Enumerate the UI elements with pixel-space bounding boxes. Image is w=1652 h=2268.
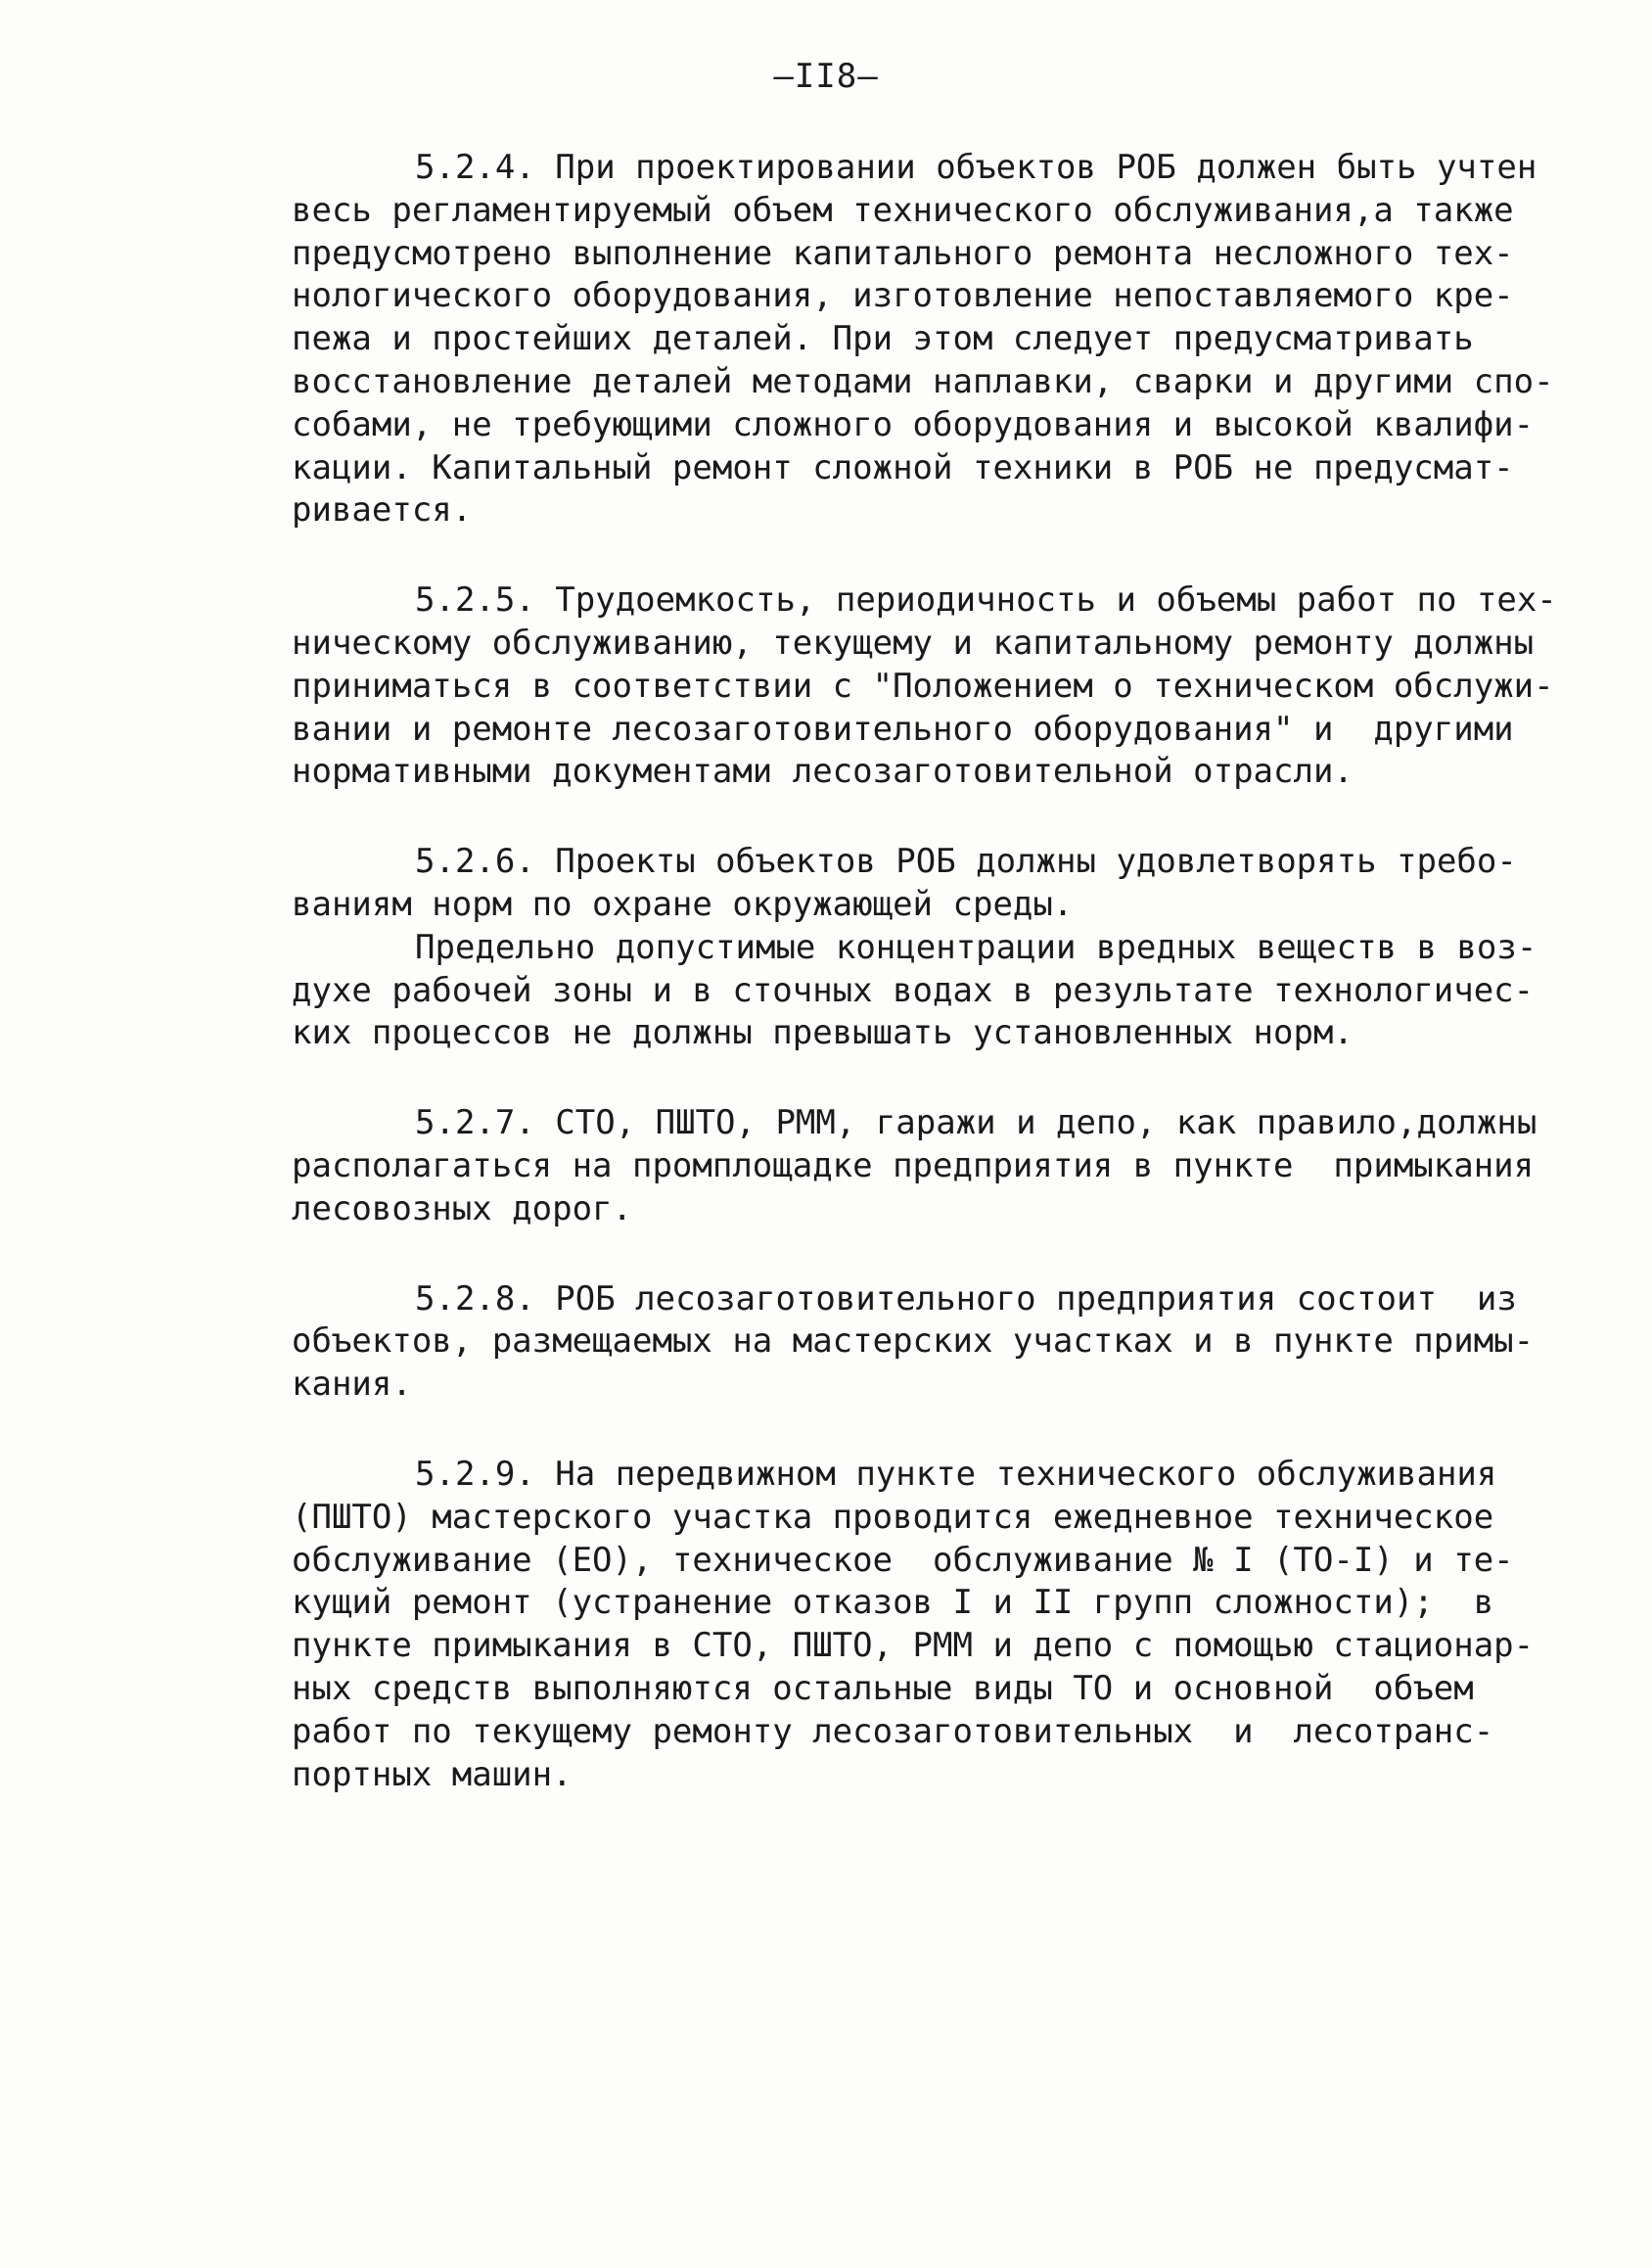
text-line: ных средств выполняются остальные виды ТО и основной объем [292, 1668, 1474, 1708]
document-body [292, 147, 1593, 1843]
section-5-2-8 [292, 1278, 1593, 1407]
text-line: весь регламентируемый объем технического обслуживания,а также [292, 190, 1514, 230]
text-line: 5.2.5. Трудоемкость, периодичность и объемы работ по тех- [415, 580, 1557, 621]
text-line: Предельно допустимые концентрации вредных веществ в воз- [415, 927, 1537, 967]
section-5-2-6 [292, 841, 1593, 1055]
section-5-2-5 [292, 579, 1593, 794]
section-5-2-9 [292, 1454, 1593, 1796]
text-line: ваниям норм по охране окружающей среды. [292, 884, 1074, 924]
text-line: нологического оборудования, изготовление непоставляемого кре- [292, 276, 1514, 316]
text-line: лесовозных дорог. [292, 1188, 632, 1228]
text-line: духе рабочей зоны и в сточных водах в результате технологичес- [292, 970, 1535, 1010]
text-line: обслуживание (ЕО), техническое обслуживание № I (ТО-I) и те- [292, 1540, 1514, 1580]
text-line: ническому обслуживанию, текущему и капитальному ремонту должны [292, 623, 1535, 663]
text-line: собами, не требующими сложного оборудования и высокой квалифи- [292, 404, 1535, 444]
text-line: приниматься в соответствии с "Положением о техническом обслужи- [292, 666, 1554, 706]
text-line: пункте примыкания в СТО, ПШТО, РММ и депо с помощью стационар- [292, 1626, 1535, 1666]
text-line: 5.2.7. СТО, ПШТО, РММ, гаражи и депо, как правило,должны [415, 1103, 1537, 1143]
text-line: вании и ремонте лесозаготовительного оборудования" и другими [292, 709, 1514, 749]
text-line: 5.2.6. Проекты объектов РОБ должны удовлетворять требо- [415, 842, 1517, 882]
text-line: располагаться на промплощадке предприятия в пункте примыкания [292, 1145, 1535, 1185]
text-line: работ по текущему ремонту лесозаготовительных и лесотранс- [292, 1711, 1494, 1751]
text-line: кации. Капитальный ремонт сложной техники в РОБ не предусмат- [292, 447, 1514, 487]
text-line: портных машин. [292, 1754, 573, 1794]
text-line: пежа и простейших деталей. При этом следует предусматривать [292, 319, 1474, 359]
text-line: предусмотрено выполнение капитального ремонта несложного тех- [292, 233, 1514, 273]
text-line: (ПШТО) мастерского участка проводится ежедневное техническое [292, 1497, 1494, 1537]
text-line: кания. [292, 1365, 412, 1405]
text-line: кущий ремонт (устранение отказов I и II групп сложности); в [292, 1583, 1494, 1623]
text-line: восстановление деталей методами наплавки, сварки и другими спо- [292, 361, 1554, 401]
section-5-2-4 [292, 147, 1593, 532]
text-line: объектов, размещаемых на мастерских участках и в пункте примы- [292, 1321, 1535, 1362]
text-line: ривается. [292, 490, 473, 531]
text-line: 5.2.8. РОБ лесозаготовительного предприятия состоит из [415, 1278, 1517, 1319]
text-line: 5.2.9. На передвижном пункте технического обслуживания [415, 1454, 1497, 1494]
text-line: нормативными документами лесозаготовительной отрасли. [292, 752, 1354, 792]
page-number: —II8— [773, 57, 879, 96]
text-line: ких процессов не должны превышать установленных норм. [292, 1013, 1354, 1053]
section-5-2-7 [292, 1102, 1593, 1230]
text-line: 5.2.4. При проектировании объектов РОБ должен быть учтен [415, 148, 1537, 187]
